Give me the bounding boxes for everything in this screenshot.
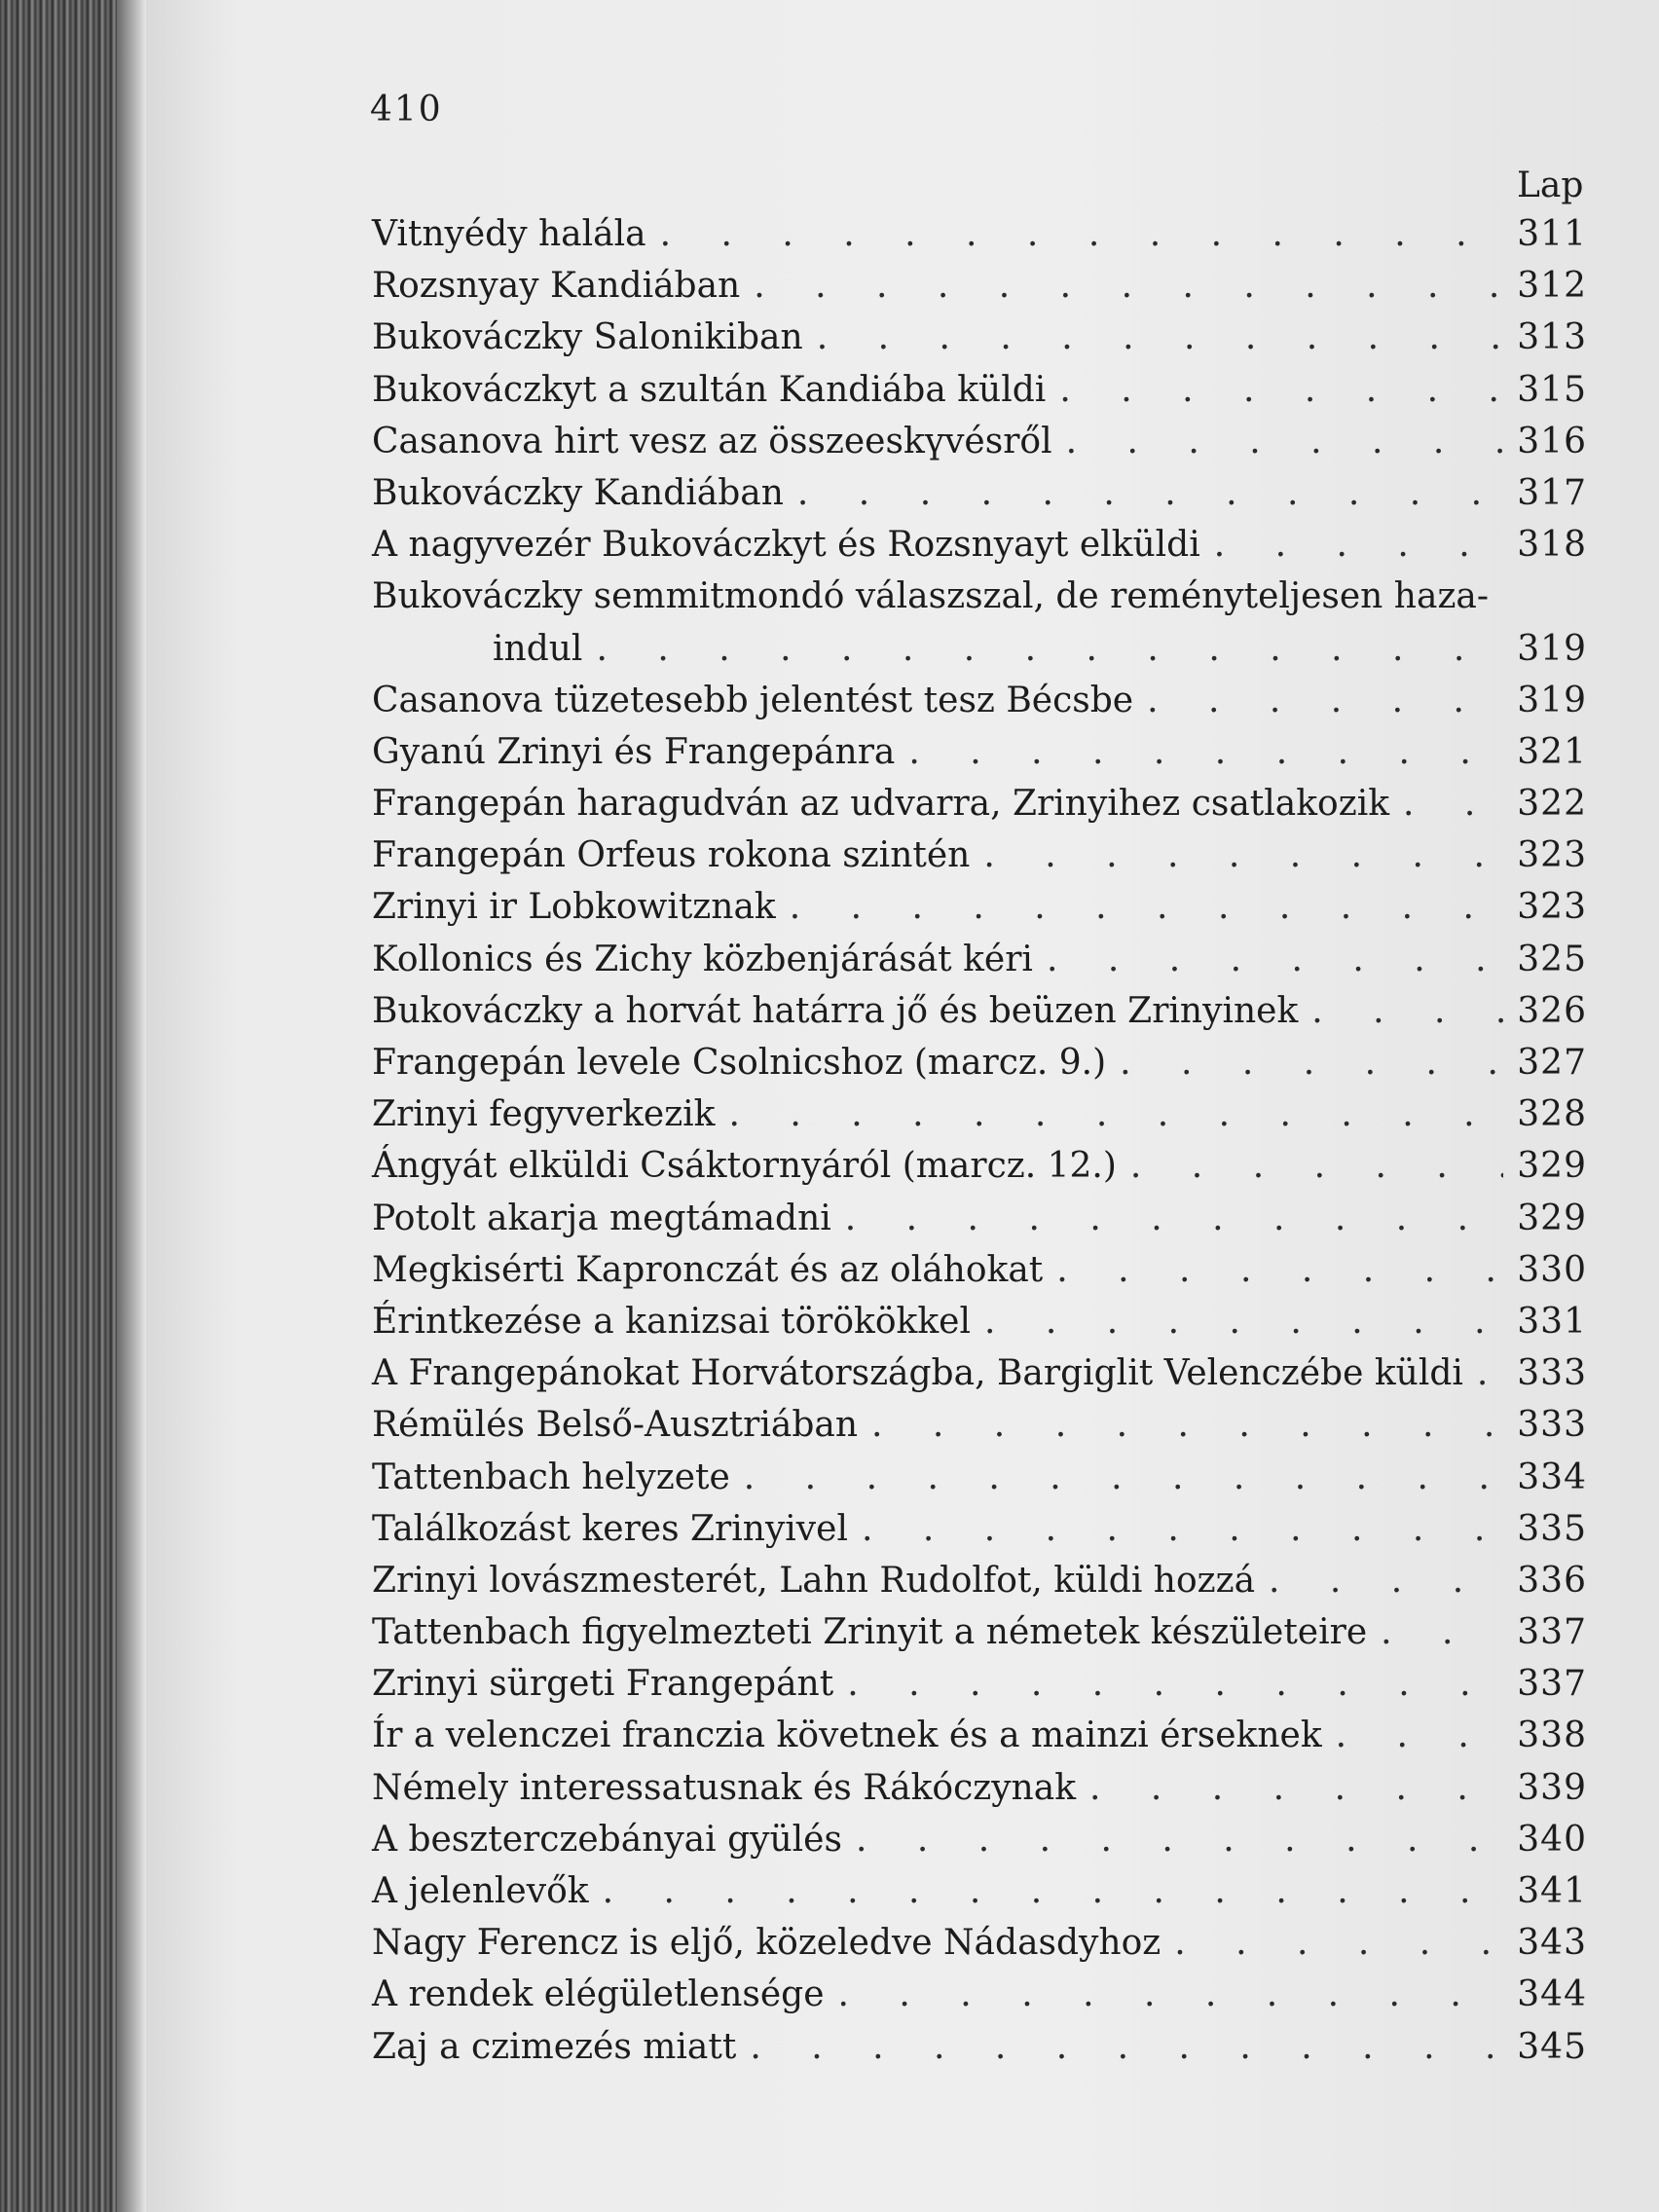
toc-entry-page: 312 (1517, 266, 1587, 307)
toc-entry-page: 326 (1517, 990, 1587, 1031)
toc-entry-title: A nagyvezér Bukováczkyt és Rozsnyayt elküldi (372, 525, 1200, 566)
toc-entry-title: Casanova tüzetesebb jelentést tesz Bécsbe (372, 680, 1134, 720)
dot-leader (1120, 1037, 1503, 1088)
toc-entry-title: Bukováczkyt a szultán Kandiába küldi (372, 369, 1047, 410)
toc-entry-page: 334 (1517, 1456, 1587, 1497)
toc-entry-title: Zrinyi ir Lobkowitznak (372, 887, 776, 928)
toc-entry-title: Zrinyi lovászmesterét, Lahn Rudolfot, küldi hozzá (372, 1560, 1256, 1601)
dot-leader (750, 2021, 1503, 2073)
dot-leader (729, 1088, 1504, 1140)
toc-entry-page: 337 (1517, 1664, 1587, 1705)
dot-leader (1214, 519, 1504, 571)
toc-entry (372, 1296, 1587, 1347)
toc-entry-page: 313 (1517, 317, 1587, 358)
toc-entry (372, 778, 1587, 830)
toc-entry-page: 335 (1517, 1508, 1587, 1549)
toc-entry-page: 317 (1517, 472, 1587, 513)
dot-leader (1130, 1140, 1503, 1192)
dot-leader (847, 1658, 1503, 1710)
toc-entry (372, 934, 1587, 985)
dot-leader (754, 260, 1503, 312)
toc-entry-title: Rémülés Belső-Ausztriában (372, 1405, 859, 1446)
toc-entry-page: 341 (1517, 1871, 1587, 1911)
toc-entry-page: 338 (1517, 1715, 1587, 1756)
toc-entry-page: 329 (1517, 1198, 1587, 1238)
toc-entry-title: Nagy Ferencz is eljő, közeledve Nádasdyhoz (372, 1923, 1161, 1964)
dot-leader (983, 830, 1503, 881)
toc-entry-title: A Frangepánokat Horvátországba, Bargiglit Velenczébe küldi (372, 1353, 1463, 1394)
dot-leader (790, 881, 1504, 933)
dot-leader (603, 1865, 1504, 1917)
toc-entry-page: 337 (1517, 1612, 1587, 1653)
toc-entry (372, 519, 1587, 571)
dot-leader (596, 623, 1503, 675)
toc-entry-page: 323 (1517, 887, 1587, 928)
toc-entry-title: Ángyát elküldi Csáktornyáról (marcz. 12.) (372, 1146, 1117, 1187)
dot-leader (908, 726, 1503, 778)
toc-entry-page: 330 (1517, 1249, 1587, 1290)
toc-entry-page: 315 (1517, 369, 1587, 410)
toc-entry-title: Kollonics és Zichy közbenjárását kéri (372, 939, 1033, 979)
dot-leader (1336, 1710, 1504, 1761)
toc-entry (372, 1917, 1587, 1969)
toc-entry-page: 323 (1517, 835, 1587, 876)
dot-leader (1311, 985, 1503, 1037)
toc-entry-page: 311 (1517, 214, 1587, 254)
toc-entry-page: 327 (1517, 1043, 1587, 1083)
table-of-contents (372, 208, 1587, 2073)
toc-entry-page: 329 (1517, 1146, 1587, 1187)
toc-entry (372, 675, 1587, 726)
toc-entry (372, 1244, 1587, 1296)
dot-leader (1089, 1762, 1503, 1814)
dot-leader (1047, 934, 1503, 985)
toc-entry (372, 467, 1587, 519)
toc-entry (372, 830, 1587, 881)
dot-leader (1174, 1917, 1503, 1969)
dot-leader (797, 467, 1503, 519)
dot-leader (862, 1503, 1503, 1555)
toc-entry-page: 319 (1517, 680, 1587, 720)
toc-entry-title: Frangepán haragudván az udvarra, Zrinyihez csatlakozik (372, 784, 1390, 825)
toc-entry (372, 208, 1587, 260)
toc-entry-title: Bukováczky semmitmondó válaszszal, de reményteljesen haza- (372, 576, 1490, 617)
toc-entry (372, 2021, 1587, 2073)
toc-entry-page: 333 (1517, 1405, 1587, 1446)
toc-entry (372, 1762, 1587, 1814)
toc-entry-page: 345 (1517, 2026, 1587, 2067)
book-edge (0, 0, 117, 2212)
book-gutter-shadow (117, 0, 146, 2212)
toc-entry-title: Gyanú Zrinyi és Frangepánra (372, 731, 896, 772)
toc-entry-page: 344 (1517, 1974, 1587, 2015)
toc-entry-title: Zrinyi sürgeti Frangepánt (372, 1664, 834, 1705)
toc-entry-title: Frangepán Orfeus rokona szintén (372, 835, 971, 876)
toc-entry-page: 328 (1517, 1094, 1587, 1135)
toc-entry-page: 340 (1517, 1819, 1587, 1860)
toc-entry (372, 1347, 1587, 1399)
toc-entry-title: A jelenlevők (372, 1871, 589, 1911)
toc-entry-page: 318 (1517, 525, 1587, 566)
toc-entry-page: 325 (1517, 939, 1587, 979)
toc-entry (372, 1452, 1587, 1503)
toc-entry-title: Bukováczky Salonikiban (372, 317, 803, 358)
column-header-lap: Lap (1517, 166, 1584, 205)
toc-entry-title: Zrinyi fegyverkezik (372, 1094, 716, 1135)
dot-leader (1381, 1606, 1503, 1658)
toc-entry-title: Ír a velenczei franczia követnek és a mainzi érseknek (372, 1715, 1322, 1756)
toc-entry-title: Némely interessatusnak és Rákóczynak (372, 1767, 1077, 1808)
dot-leader (838, 1969, 1504, 2020)
toc-entry (372, 260, 1587, 312)
dot-leader (845, 1193, 1504, 1244)
toc-entry-title: Találkozást keres Zrinyivel (372, 1508, 848, 1549)
dot-leader (1147, 675, 1503, 726)
toc-entry-page: 339 (1517, 1767, 1587, 1808)
toc-entry-page: 331 (1517, 1301, 1587, 1342)
toc-entry (372, 1503, 1587, 1555)
toc-entry-title: A beszterczebányai gyülés (372, 1819, 842, 1860)
toc-entry (372, 1814, 1587, 1865)
toc-entry (372, 881, 1587, 933)
dot-leader (856, 1814, 1503, 1865)
toc-entry (372, 1658, 1587, 1710)
toc-entry (372, 1140, 1587, 1192)
toc-entry-title: Megkisérti Kapronczát és az oláhokat (372, 1249, 1044, 1290)
dot-leader (1269, 1555, 1503, 1606)
toc-entry (372, 1969, 1587, 2020)
toc-entry-title: Rozsnyay Kandiában (372, 266, 741, 307)
toc-entry-title: A rendek elégületlensége (372, 1974, 825, 2015)
dot-leader (744, 1452, 1503, 1503)
toc-entry (372, 364, 1587, 416)
toc-entry (372, 726, 1587, 778)
toc-entry (372, 1865, 1587, 1917)
toc-entry-title: Vitnyédy halála (372, 214, 646, 254)
toc-entry-page: 322 (1517, 784, 1587, 825)
toc-entry (372, 1399, 1587, 1451)
dot-leader (1403, 778, 1503, 830)
toc-entry-page: 319 (1517, 628, 1587, 669)
toc-entry-page: 336 (1517, 1560, 1587, 1601)
toc-entry (372, 1606, 1587, 1658)
toc-entry (372, 312, 1587, 363)
toc-entry (372, 416, 1587, 467)
toc-entry-page: 316 (1517, 421, 1587, 461)
dot-leader (817, 312, 1504, 363)
toc-entry (372, 1193, 1587, 1244)
toc-entry (372, 1710, 1587, 1761)
dot-leader (1066, 416, 1504, 467)
dot-leader (984, 1296, 1503, 1347)
dot-leader (1477, 1347, 1503, 1399)
toc-entry (372, 571, 1587, 622)
toc-entry-title: Bukováczky Kandiában (372, 472, 784, 513)
dot-leader (1059, 364, 1503, 416)
toc-entry-continuation (372, 623, 1587, 675)
toc-entry-title: Tattenbach figyelmezteti Zrinyit a németek készületeire (372, 1612, 1368, 1653)
toc-entry-title: Érintkezése a kanizsai törökökkel (372, 1301, 971, 1342)
toc-entry (372, 985, 1587, 1037)
toc-entry-page: 333 (1517, 1353, 1587, 1394)
toc-entry-title: Frangepán levele Csolnicshoz (marcz. 9.) (372, 1043, 1107, 1083)
toc-entry-page: 343 (1517, 1923, 1587, 1964)
toc-entry-title: Bukováczky a horvát határra jő és beüzen Zrinyinek (372, 990, 1299, 1031)
toc-entry-title: Casanova hirt vesz az összeeskүvésről (372, 421, 1052, 461)
toc-entry-title-continuation: indul (493, 628, 583, 669)
toc-entry-title: Tattenbach helyzete (372, 1456, 730, 1497)
dot-leader (1056, 1244, 1503, 1296)
toc-entry (372, 1088, 1587, 1140)
toc-entry (372, 1555, 1587, 1606)
page-number: 410 (370, 90, 443, 129)
toc-entry (372, 1037, 1587, 1088)
dot-leader (871, 1399, 1503, 1451)
dot-leader (660, 208, 1504, 260)
toc-entry-title: Zaj a czimezés miatt (372, 2026, 737, 2067)
toc-entry-page: 321 (1517, 731, 1587, 772)
toc-entry-title: Potolt akarja megtámadni (372, 1198, 831, 1238)
